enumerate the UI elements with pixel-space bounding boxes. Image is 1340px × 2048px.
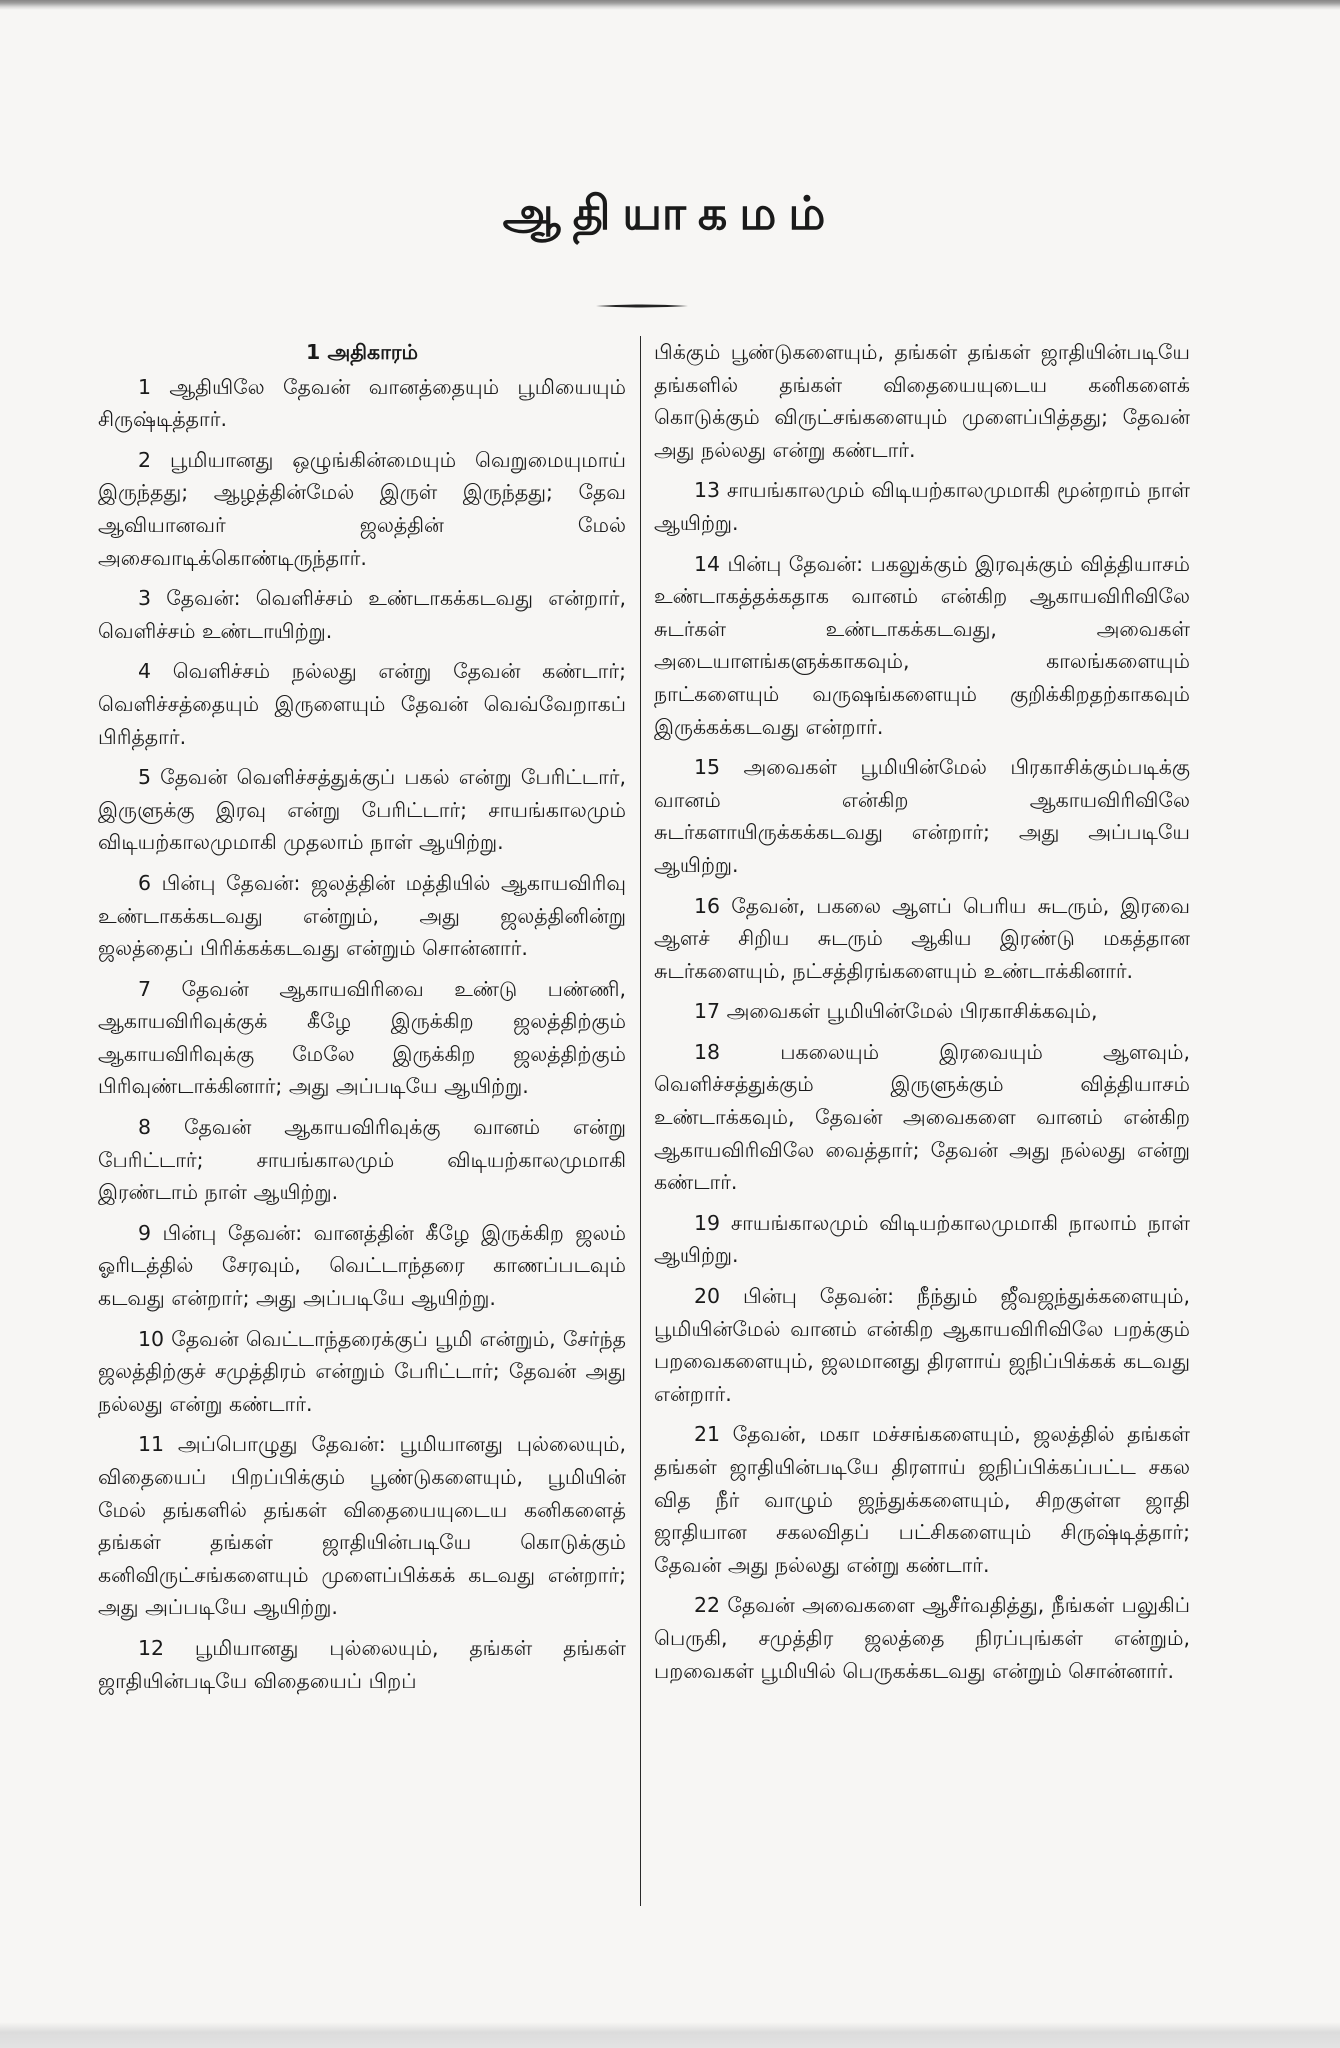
verse-7: 7 தேவன் ஆகாயவிரிவை உண்டு பண்ணி, ஆகாயவிரிவுக்குக் கீழே இருக்கிற ஜலத்திற்கும் ஆகாயவிரிவுக்கு மேலே இருக்கிற ஜலத்திற்கும் பிரிவுண்டாக்கினார்; அது அப்படியே ஆயிற்று. [98, 976, 626, 1099]
verse-22: 22 தேவன் அவைகளை ஆசீர்வதித்து, நீங்கள் பலுகிப் பெருகி, சமுத்திர ஜலத்தை நிரப்புங்கள் என்றும், பறவைகள் பூமியில் பெருகக்கடவது என்றும் சொன்னார். [654, 1593, 1190, 1683]
book-title: ஆதியாகமம் [502, 186, 838, 240]
verse-21: 21 தேவன், மகா மச்சங்களையும், ஜலத்தில் தங்கள் தங்கள் ஜாதியின்படியே திரளாய் ஜநிப்பிக்கப்பட்ட சகல வித நீர் வாழும் ஜந்துக்களையும், சிறகுள்ள ஜாதி ஜாதியான சகலவிதப் பட்சிகளையும் சிருஷ்டித்தார்; தேவன் அது நல்லது என்று கண்டார். [654, 1422, 1190, 1577]
right-column [654, 336, 1190, 1695]
page-bottom-edge [0, 2022, 1340, 2048]
left-column [98, 336, 626, 1705]
verse-6: 6 பின்பு தேவன்: ஜலத்தின் மத்தியில் ஆகாயவிரிவு உண்டாகக்கடவது என்றும், அது ஜலத்தினின்று ஜலத்தைப் பிரிக்கக்கடவது என்றும் சொன்னார். [98, 870, 626, 961]
verse-12-start: 12 பூமியானது புல்லையும், தங்கள் தங்கள் ஜாதியின்படியே விதையைப் பிறப் [98, 1635, 626, 1693]
verse-1: 1 ஆதியிலே தேவன் வானத்தையும் பூமியையும் சிருஷ்டித்தார். [98, 374, 626, 432]
column-divider [640, 336, 641, 1906]
verse-15: 15 அவைகள் பூமியின்மேல் பிரகாசிக்கும்படிக்கு வானம் என்கிற ஆகாயவிரிவிலே சுடர்களாயிருக்கக்கடவது என்றார்; அது அப்படியே ஆயிற்று. [654, 755, 1190, 877]
verse-8: 8 தேவன் ஆகாயவிரிவுக்கு வானம் என்று பேரிட்டார்; சாயங்காலமும் விடியற்காலமுமாகி இரண்டாம் நாள் ஆயிற்று. [98, 1115, 626, 1205]
verse-4: 4 வெளிச்சம் நல்லது என்று தேவன் கண்டார்; வெளிச்சத்தையும் இருளையும் தேவன் வெவ்வேறாகப் பிரித்தார். [98, 659, 626, 749]
verse-16: 16 தேவன், பகலை ஆளப் பெரிய சுடரும், இரவை ஆளச் சிறிய சுடரும் ஆகிய இரண்டு மகத்தான சுடர்களையும், நட்சத்திரங்களையும் உண்டாக்கினார். [654, 893, 1190, 983]
verse-14: 14 பின்பு தேவன்: பகலுக்கும் இரவுக்கும் வித்தியாசம் உண்டாகத்தக்கதாக வானம் என்கிற ஆகாயவிரிவிலே சுடர்கள் உண்டாகக்கடவது, அவைகள் அடையாளங்களுக்காகவும், காலங்களையும் நாட்களையும் வருஷங்களையும் குறிக்கிறதற்காகவும் இருக்கக்கடவது என்றார். [654, 551, 1190, 739]
verse-12-continuation: பிக்கும் பூண்டுகளையும், தங்கள் தங்கள் ஜாதியின்படியே தங்களில் தங்கள் விதையையுடைய கனிகளைக் கொடுக்கும் விருட்சங்களையும் முளைப்பித்தது; தேவன் அது நல்லது என்று கண்டார். [654, 340, 1190, 462]
chapter-heading: 1 அதிகாரம் [306, 340, 418, 364]
verse-20: 20 பின்பு தேவன்: நீந்தும் ஜீவஜந்துக்களையும், பூமியின்மேல் வானம் என்கிற ஆகாயவிரிவிலே பறக்கும் பறவைகளையும், ஜலமானது திரளாய் ஜநிப்பிக்கக் கடவது என்றார். [654, 1284, 1190, 1406]
verse-18: 18 பகலையும் இரவையும் ஆளவும், வெளிச்சத்துக்கும் இருளுக்கும் வித்தியாசம் உண்டாக்கவும், தேவன் அவைகளை வானம் என்கிற ஆகாயவிரிவிலே வைத்தார்; தேவன் அது நல்லது என்று கண்டார். [654, 1039, 1190, 1195]
verse-17: 17 அவைகள் பூமியின்மேல் பிரகாசிக்கவும், [694, 999, 1098, 1024]
page-top-edge [0, 0, 1340, 10]
verse-9: 9 பின்பு தேவன்: வானத்தின் கீழே இருக்கிற ஜலம் ஓரிடத்தில் சேரவும், வெட்டாந்தரை காணப்படவும் கடவது என்றார்; அது அப்படியே ஆயிற்று. [98, 1220, 626, 1311]
verse-3: 3 தேவன்: வெளிச்சம் உண்டாகக்கடவது என்றார், வெளிச்சம் உண்டாயிற்று. [98, 586, 626, 643]
verse-2: 2 பூமியானது ஒழுங்கின்மையும் வெறுமையுமாய் இருந்தது; ஆழத்தின்மேல் இருள் இருந்தது; தேவ ஆவியானவர் ஜலத்தின் மேல் அசைவாடிக்கொண்டிருந்தார். [98, 447, 626, 570]
verse-10: 10 தேவன் வெட்டாந்தரைக்குப் பூமி என்றும், சேர்ந்த ஜலத்திற்குச் சமுத்திரம் என்றும் பேரிட்டார்; தேவன் அது நல்லது என்று கண்டார். [98, 1326, 626, 1416]
verse-19: 19 சாயங்காலமும் விடியற்காலமுமாகி நாலாம் நாள் ஆயிற்று. [654, 1210, 1190, 1268]
title-ornament [596, 302, 688, 310]
verse-5: 5 தேவன் வெளிச்சத்துக்குப் பகல் என்று பேரிட்டார், இருளுக்கு இரவு என்று பேரிட்டார்; சாயங்காலமும் விடியற்காலமுமாகி முதலாம் நாள் ஆயிற்று. [98, 765, 626, 855]
verse-11: 11 அப்பொழுது தேவன்: பூமியானது புல்லையும், விதையைப் பிறப்பிக்கும் பூண்டுகளையும், பூமியின் மேல் தங்களில் தங்கள் விதையையுடைய கனிகளைத் தங்கள் தங்கள் ஜாதியின்படியே கொடுக்கும் கனிவிருட்சங்களையும் முளைப்பிக்கக் கடவது என்றார்; அது அப்படியே ஆயிற்று. [98, 1432, 626, 1620]
verse-13: 13 சாயங்காலமும் விடியற்காலமுமாகி மூன்றாம் நாள் ஆயிற்று. [654, 478, 1190, 535]
